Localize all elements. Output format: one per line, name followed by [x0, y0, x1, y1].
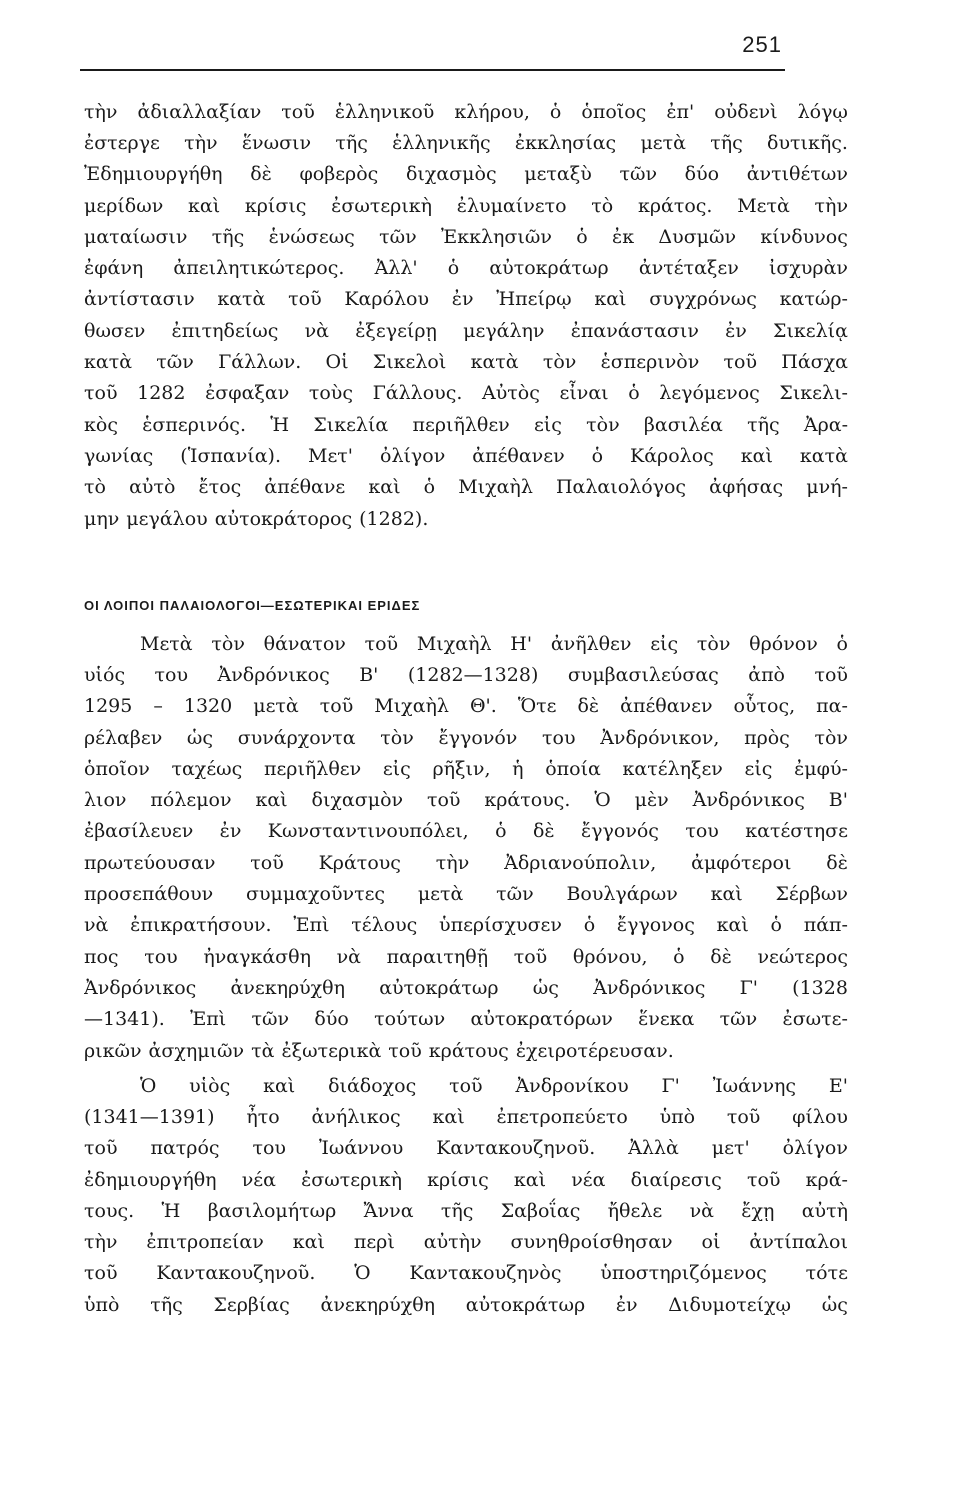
text-line: ἀντίστασιν κατὰ τοῦ Καρόλου ἐν Ἠπείρῳ καὶ συγχρόνως κατώρ- [84, 288, 848, 311]
text-line: κατὰ τῶν Γάλλων. Οἱ Σικελοὶ κατὰ τὸν ἑσπερινὸν τοῦ Πάσχα [84, 351, 848, 374]
text-line: Μετὰ τὸν θάνατον τοῦ Μιχαὴλ Η' ἀνῆλθεν εἰς τὸν θρόνον ὁ [140, 632, 848, 655]
text-line: τους. Ἡ βασιλομήτωρ Ἄννα τῆς Σαβοΐας ἤθελε νὰ ἔχῃ αὐτὴ [84, 1199, 848, 1222]
text-line: προσεπάθουν συμμαχοῦντες μετὰ τῶν Βουλγάρων καὶ Σέρβων [84, 883, 848, 906]
text-line: γωνίας (Ἱσπανία). Μετ' ὀλίγον ἀπέθανεν ὁ Κάρολος καὶ κατὰ [84, 444, 848, 467]
header-rule [80, 69, 785, 71]
text-line: ἐβασίλευεν ἐν Κωνσταντινουπόλει, ὁ δὲ ἔγγονός του κατέστησε [84, 820, 848, 843]
text-line: κὸς ἑσπερινός. Ἡ Σικελία περιῆλθεν εἰς τὸν βασιλέα τῆς Ἀρα- [84, 413, 848, 436]
text-line: ρικῶν ἀσχημιῶν τὰ ἐξωτερικὰ τοῦ κράτους ἐχειροτέρευσαν. [84, 1039, 674, 1062]
text-line: τὴν ἐπιτροπείαν καὶ περὶ αὐτὴν συνηθροίσθησαν οἱ ἀντίπαλοι [84, 1231, 848, 1254]
text-line: —1341). Ἐπὶ τῶν δύο τούτων αὐτοκρατόρων ἕνεκα τῶν ἐσωτε- [84, 1008, 848, 1031]
text-line: τὴν ἀδιαλλαξίαν τοῦ ἑλληνικοῦ κλήρου, ὁ ὁποῖος ἐπ' οὐδενὶ λόγῳ [84, 100, 848, 123]
text-line: λιον πόλεμον καὶ διχασμὸν τοῦ κράτους. Ὁ μὲν Ἀνδρόνικος Β' [84, 789, 848, 812]
text-line: ἐστεργε τὴν ἕνωσιν τῆς ἑλληνικῆς ἐκκλησίας μετὰ τῆς δυτικῆς. [84, 131, 848, 154]
paragraph-1 [84, 96, 848, 534]
text-line: υἱός του Ἀνδρόνικος Β' (1282—1328) συμβασιλεύσας ἀπὸ τοῦ [84, 663, 848, 686]
text-line: ἐδημιουργήθη νέα ἐσωτερικὴ κρίσις καὶ νέα διαίρεσις τοῦ κρά- [84, 1168, 848, 1191]
text-line: θωσεν ἐπιτηδείως νὰ ἐξεγείρῃ μεγάλην ἐπανάστασιν ἐν Σικελίᾳ [84, 319, 848, 342]
text-line: τὸ αὐτὸ ἔτος ἀπέθανε καὶ ὁ Μιχαὴλ Παλαιολόγος ἀφήσας μνή- [84, 476, 848, 499]
text-line: μερίδων καὶ κρίσις ἐσωτερικὴ ἐλυμαίνετο τὸ κράτος. Μετὰ τὴν [84, 194, 848, 217]
text-line: ματαίωσιν τῆς ἑνώσεως τῶν Ἐκκλησιῶν ὁ ἐκ Δυσμῶν κίνδυνος [84, 225, 848, 248]
paragraph-3 [84, 1070, 848, 1320]
section-heading: ΟΙ ΛΟΙΠΟΙ ΠΑΛΑΙΟΛΟΓΟΙ—ΕΣΩΤΕΡΙΚΑΙ ΕΡΙΔΕΣ [84, 598, 421, 613]
text-line: τοῦ πατρός του Ἰωάννου Καντακουζηνοῦ. Ἀλλὰ μετ' ὀλίγον [84, 1137, 848, 1160]
text-line: 1295 – 1320 μετὰ τοῦ Μιχαὴλ Θ'. Ὅτε δὲ ἀπέθανεν οὗτος, πα- [84, 695, 848, 718]
text-line: τοῦ Καντακουζηνοῦ. Ὁ Καντακουζηνὸς ὑποστηριζόμενος τότε [84, 1262, 848, 1285]
text-line: (1341—1391) ἦτο ἀνήλικος καὶ ἐπετροπεύετο ὑπὸ τοῦ φίλου [84, 1105, 848, 1128]
text-line: ἐφάνη ἀπειλητικώτερος. Ἀλλ' ὁ αὐτοκράτωρ ἀντέταξεν ἰσχυρὰν [84, 257, 848, 280]
text-line: Ἐδημιουργήθη δὲ φοβερὸς διχασμὸς μεταξὺ τῶν δύο ἀντιθέτων [84, 163, 848, 186]
text-line: νὰ ἐπικρατήσουν. Ἐπὶ τέλους ὑπερίσχυσεν ὁ ἔγγονος καὶ ὁ πάπ- [84, 914, 848, 937]
text-line: μην μεγάλου αὐτοκράτορος (1282). [84, 507, 429, 530]
text-line: πρωτεύουσαν τοῦ Κράτους τὴν Ἀδριανούπολιν, ἀμφότεροι δὲ [84, 851, 848, 874]
text-line: Ἀνδρόνικος ἀνεκηρύχθη αὐτοκράτωρ ὡς Ἀνδρόνικος Γ' (1328 [84, 976, 848, 999]
text-line: ὁποῖον ταχέως περιῆλθεν εἰς ρῆξιν, ἡ ὁποία κατέληξεν εἰς ἐμφύ- [84, 757, 848, 780]
text-line: τοῦ 1282 ἐσφαξαν τοὺς Γάλλους. Αὐτὸς εἶναι ὁ λεγόμενος Σικελι- [84, 382, 848, 405]
text-line: Ὁ υἱὸς καὶ διάδοχος τοῦ Ἀνδρονίκου Γ' Ἰωάννης Ε' [140, 1074, 848, 1097]
page-number: 251 [742, 32, 782, 57]
text-line: ρέλαβεν ὡς συνάρχοντα τὸν ἔγγονόν του Ἀνδρόνικον, πρὸς τὸν [84, 726, 848, 749]
text-line: ὑπὸ τῆς Σερβίας ἀνεκηρύχθη αὐτοκράτωρ ἐν Διδυμοτείχῳ ὡς [84, 1293, 848, 1316]
paragraph-2 [84, 628, 848, 1066]
text-line: πος του ἠναγκάσθη νὰ παραιτηθῇ τοῦ θρόνου, ὁ δὲ νεώτερος [84, 945, 848, 968]
